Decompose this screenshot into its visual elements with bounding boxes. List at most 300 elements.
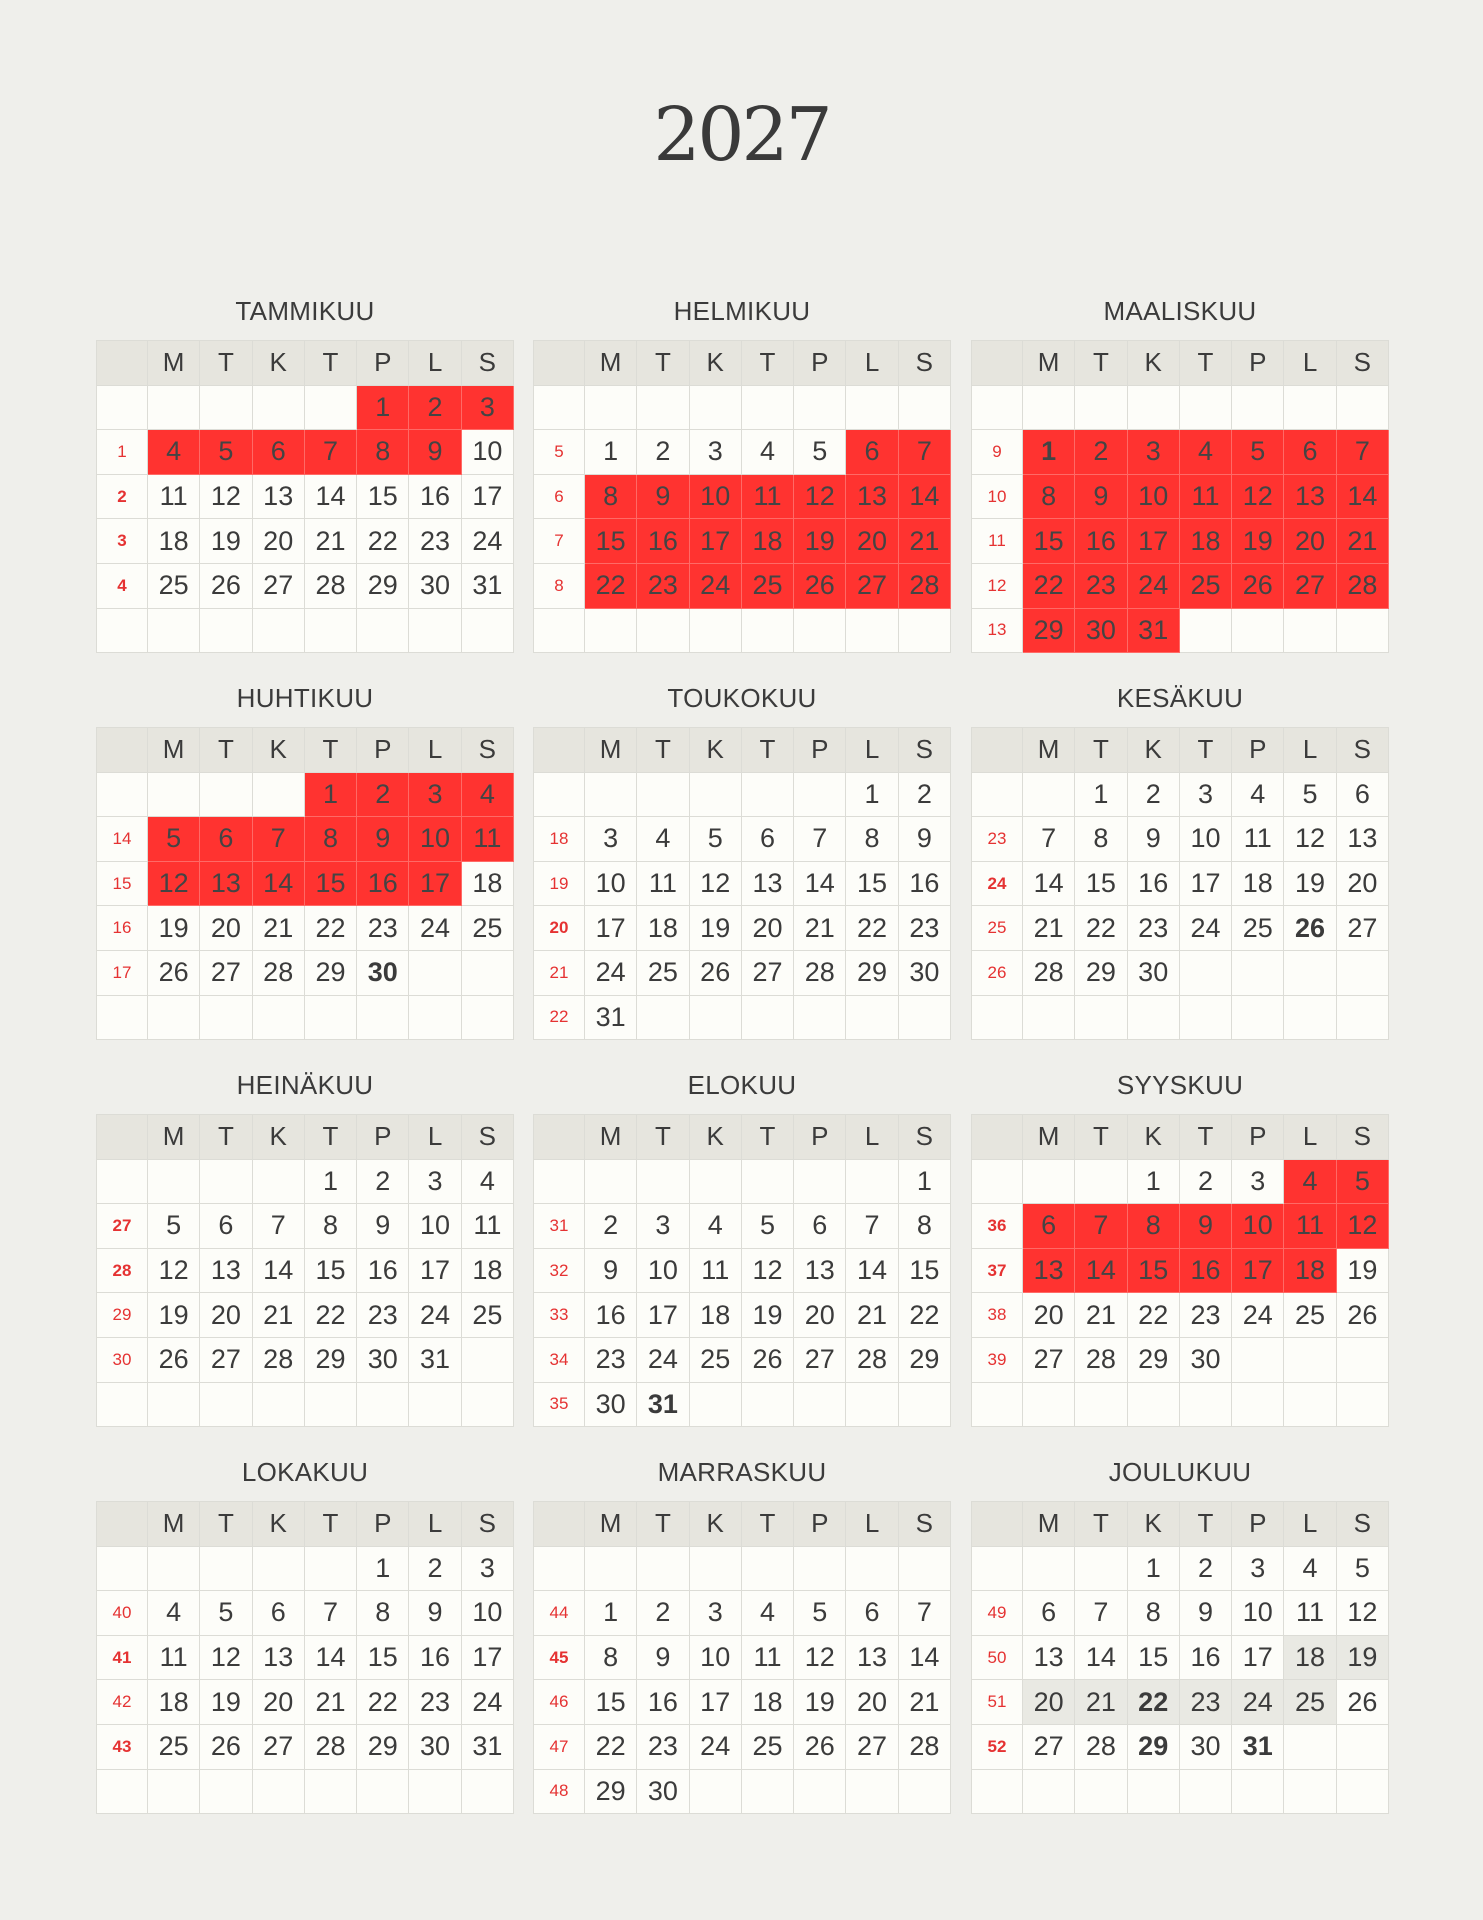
day-cell: 15	[1127, 1248, 1179, 1293]
month-name: TAMMIKUU	[235, 296, 375, 326]
empty-day-cell	[1336, 1769, 1388, 1814]
weekday-header: S	[898, 1502, 950, 1547]
day-cell: 10	[461, 430, 513, 475]
week-number: 24	[972, 861, 1023, 906]
day-cell: 30	[1179, 1337, 1231, 1382]
week-row	[97, 906, 514, 951]
day-cell: 12	[148, 861, 200, 906]
day-cell: 30	[409, 563, 461, 608]
empty-day-cell	[357, 1382, 409, 1427]
empty-day-cell	[1179, 995, 1231, 1040]
week-number: 42	[97, 1680, 148, 1725]
empty-day-cell	[741, 608, 793, 653]
weekday-header: T	[741, 728, 793, 773]
empty-day-cell	[200, 1769, 252, 1814]
day-cell: 9	[1179, 1204, 1231, 1249]
day-cell: 31	[461, 1724, 513, 1769]
empty-day-cell	[148, 1769, 200, 1814]
week-row	[534, 563, 951, 608]
day-cell: 19	[794, 519, 846, 564]
day-cell: 8	[1075, 817, 1127, 862]
day-cell: 2	[357, 772, 409, 817]
day-cell: 17	[689, 519, 741, 564]
day-cell: 7	[252, 1204, 304, 1249]
day-cell: 11	[741, 474, 793, 519]
month-calendar	[971, 1064, 1389, 1427]
month-calendar	[96, 677, 514, 1040]
day-cell: 6	[846, 1591, 898, 1636]
empty-day-cell	[585, 385, 637, 430]
day-cell: 31	[637, 1382, 689, 1427]
month-name: MARRASKUU	[657, 1457, 827, 1487]
week-row	[534, 1293, 951, 1338]
empty-day-cell	[898, 1382, 950, 1427]
day-cell: 5	[200, 430, 252, 475]
empty-day-cell	[1336, 1337, 1388, 1382]
weekday-header: T	[741, 341, 793, 386]
empty-day-cell	[461, 1382, 513, 1427]
week-number: 46	[534, 1680, 585, 1725]
weekday-header: T	[1179, 341, 1231, 386]
week-row	[534, 861, 951, 906]
day-cell: 19	[1232, 519, 1284, 564]
empty-day-cell	[1232, 385, 1284, 430]
day-cell: 28	[1075, 1337, 1127, 1382]
day-cell: 20	[1023, 1680, 1075, 1725]
day-cell: 28	[1023, 950, 1075, 995]
empty-day-cell	[1232, 1382, 1284, 1427]
week-number	[97, 608, 148, 653]
day-cell: 19	[200, 519, 252, 564]
empty-day-cell	[1127, 1382, 1179, 1427]
day-cell: 25	[148, 1724, 200, 1769]
empty-day-cell	[585, 1546, 637, 1591]
day-cell: 18	[741, 1680, 793, 1725]
empty-day-cell	[200, 608, 252, 653]
day-cell: 28	[304, 1724, 356, 1769]
empty-day-cell	[741, 995, 793, 1040]
day-cell: 5	[148, 817, 200, 862]
day-cell: 13	[1023, 1635, 1075, 1680]
day-cell: 5	[200, 1591, 252, 1636]
day-cell: 10	[585, 861, 637, 906]
week-row	[534, 1204, 951, 1249]
week-number: 28	[97, 1248, 148, 1293]
day-cell: 19	[1336, 1248, 1388, 1293]
week-number	[97, 385, 148, 430]
week-row	[97, 1680, 514, 1725]
day-cell: 9	[1075, 474, 1127, 519]
empty-day-cell	[461, 608, 513, 653]
month-table	[533, 1114, 951, 1427]
month-table	[971, 1114, 1389, 1427]
weekday-header: M	[148, 728, 200, 773]
day-cell: 15	[585, 1680, 637, 1725]
weekday-header: T	[200, 1502, 252, 1547]
empty-day-cell	[846, 1769, 898, 1814]
day-cell: 29	[846, 950, 898, 995]
day-cell: 4	[461, 1159, 513, 1204]
empty-day-cell	[200, 1159, 252, 1204]
weekday-header: T	[1075, 1502, 1127, 1547]
day-cell: 1	[585, 1591, 637, 1636]
day-cell: 2	[1075, 430, 1127, 475]
week-number	[97, 1159, 148, 1204]
day-cell: 8	[304, 1204, 356, 1249]
empty-day-cell	[461, 1337, 513, 1382]
empty-day-cell	[898, 385, 950, 430]
day-cell: 16	[585, 1293, 637, 1338]
month-table	[96, 727, 514, 1040]
day-cell: 10	[1179, 817, 1231, 862]
day-cell: 3	[637, 1204, 689, 1249]
day-cell: 17	[461, 1635, 513, 1680]
week-number	[534, 772, 585, 817]
week-number-header	[97, 1502, 148, 1547]
empty-day-cell	[1284, 1337, 1336, 1382]
day-cell: 26	[1284, 906, 1336, 951]
weekday-header: L	[1284, 1502, 1336, 1547]
day-cell: 11	[461, 1204, 513, 1249]
day-cell: 13	[252, 1635, 304, 1680]
weekday-header: T	[1179, 728, 1231, 773]
week-number	[972, 1769, 1023, 1814]
day-cell: 11	[148, 1635, 200, 1680]
weekday-header: M	[1023, 1502, 1075, 1547]
day-cell: 2	[1127, 772, 1179, 817]
day-cell: 4	[1284, 1159, 1336, 1204]
week-row	[972, 1680, 1389, 1725]
weekday-header-row	[97, 728, 514, 773]
week-number-header	[972, 728, 1023, 773]
weekday-header: K	[252, 1115, 304, 1160]
weekday-header: S	[1336, 1115, 1388, 1160]
empty-day-cell	[148, 608, 200, 653]
day-cell: 3	[689, 430, 741, 475]
empty-day-cell	[461, 995, 513, 1040]
day-cell: 29	[1127, 1724, 1179, 1769]
day-cell: 25	[637, 950, 689, 995]
day-cell: 23	[898, 906, 950, 951]
day-cell: 9	[409, 1591, 461, 1636]
empty-day-cell	[1023, 385, 1075, 430]
day-cell: 16	[1127, 861, 1179, 906]
day-cell: 25	[689, 1337, 741, 1382]
day-cell: 25	[148, 563, 200, 608]
day-cell: 23	[637, 1724, 689, 1769]
day-cell: 18	[148, 1680, 200, 1725]
day-cell: 22	[898, 1293, 950, 1338]
weekday-header-row	[534, 1502, 951, 1547]
empty-day-cell	[689, 772, 741, 817]
week-number: 5	[534, 430, 585, 475]
weekday-header-row	[534, 1115, 951, 1160]
day-cell: 6	[200, 817, 252, 862]
weekday-header: K	[689, 1502, 741, 1547]
empty-day-cell	[689, 608, 741, 653]
empty-day-cell	[1075, 1769, 1127, 1814]
day-cell: 14	[1023, 861, 1075, 906]
day-cell: 25	[1232, 906, 1284, 951]
week-number-header	[97, 728, 148, 773]
day-cell: 26	[148, 1337, 200, 1382]
day-cell: 14	[1075, 1248, 1127, 1293]
day-cell: 6	[1023, 1204, 1075, 1249]
day-cell: 7	[1023, 817, 1075, 862]
week-number	[972, 385, 1023, 430]
empty-day-cell	[585, 772, 637, 817]
day-cell: 7	[898, 430, 950, 475]
week-row	[534, 950, 951, 995]
empty-day-cell	[1284, 385, 1336, 430]
empty-day-cell	[1232, 995, 1284, 1040]
day-cell: 2	[409, 1546, 461, 1591]
day-cell: 26	[1336, 1680, 1388, 1725]
empty-day-cell	[1023, 1769, 1075, 1814]
day-cell: 5	[741, 1204, 793, 1249]
day-cell: 15	[357, 1635, 409, 1680]
day-cell: 11	[148, 474, 200, 519]
weekday-header: L	[846, 341, 898, 386]
day-cell: 5	[1336, 1159, 1388, 1204]
weekday-header: S	[898, 728, 950, 773]
weekday-header: M	[148, 341, 200, 386]
weekday-header: T	[200, 728, 252, 773]
week-row	[97, 563, 514, 608]
month-name: HUHTIKUU	[236, 683, 374, 713]
week-row	[972, 385, 1389, 430]
day-cell: 10	[409, 817, 461, 862]
day-cell: 13	[200, 861, 252, 906]
empty-day-cell	[148, 385, 200, 430]
weekday-header: P	[794, 341, 846, 386]
weekday-header: L	[409, 341, 461, 386]
weekday-header: M	[585, 1502, 637, 1547]
day-cell: 14	[1336, 474, 1388, 519]
empty-day-cell	[200, 1382, 252, 1427]
day-cell: 16	[1179, 1635, 1231, 1680]
week-row	[97, 474, 514, 519]
day-cell: 16	[1075, 519, 1127, 564]
weekday-header: P	[794, 728, 846, 773]
day-cell: 21	[1336, 519, 1388, 564]
day-cell: 5	[1336, 1546, 1388, 1591]
weekday-header: P	[794, 1115, 846, 1160]
day-cell: 23	[1127, 906, 1179, 951]
weekday-header: K	[252, 341, 304, 386]
day-cell: 11	[637, 861, 689, 906]
weekday-header: K	[1127, 1115, 1179, 1160]
month-table	[96, 1501, 514, 1814]
weekday-header: M	[1023, 1115, 1075, 1160]
weekday-header: M	[585, 1115, 637, 1160]
day-cell: 24	[637, 1337, 689, 1382]
day-cell: 27	[200, 1337, 252, 1382]
day-cell: 21	[1075, 1293, 1127, 1338]
empty-day-cell	[1127, 1769, 1179, 1814]
weekday-header: K	[1127, 728, 1179, 773]
empty-day-cell	[846, 1382, 898, 1427]
week-row	[972, 772, 1389, 817]
empty-day-cell	[846, 995, 898, 1040]
day-cell: 7	[1075, 1204, 1127, 1249]
empty-day-cell	[1284, 995, 1336, 1040]
week-row	[97, 950, 514, 995]
week-row	[972, 1159, 1389, 1204]
day-cell: 6	[1284, 430, 1336, 475]
day-cell: 31	[585, 995, 637, 1040]
empty-day-cell	[1179, 1769, 1231, 1814]
week-row	[972, 1635, 1389, 1680]
weekday-header: K	[1127, 1502, 1179, 1547]
day-cell: 24	[1232, 1293, 1284, 1338]
day-cell: 16	[357, 861, 409, 906]
day-cell: 27	[252, 563, 304, 608]
day-cell: 25	[461, 1293, 513, 1338]
empty-day-cell	[304, 1546, 356, 1591]
day-cell: 14	[846, 1248, 898, 1293]
day-cell: 28	[898, 563, 950, 608]
day-cell: 15	[357, 474, 409, 519]
day-cell: 13	[846, 1635, 898, 1680]
day-cell: 23	[1075, 563, 1127, 608]
day-cell: 18	[461, 861, 513, 906]
day-cell: 1	[304, 772, 356, 817]
week-number: 36	[972, 1204, 1023, 1249]
day-cell: 21	[304, 519, 356, 564]
day-cell: 11	[689, 1248, 741, 1293]
day-cell: 13	[846, 474, 898, 519]
day-cell: 25	[1284, 1293, 1336, 1338]
day-cell: 16	[637, 519, 689, 564]
day-cell: 7	[252, 817, 304, 862]
week-row	[972, 1769, 1389, 1814]
day-cell: 1	[585, 430, 637, 475]
day-cell: 20	[741, 906, 793, 951]
day-cell: 24	[461, 519, 513, 564]
week-row	[534, 1337, 951, 1382]
day-cell: 25	[1179, 563, 1231, 608]
week-number: 6	[534, 474, 585, 519]
day-cell: 6	[794, 1204, 846, 1249]
week-number: 13	[972, 608, 1023, 653]
week-row	[97, 1635, 514, 1680]
day-cell: 5	[794, 430, 846, 475]
week-number-header	[534, 728, 585, 773]
day-cell: 28	[1075, 1724, 1127, 1769]
month-name: KESÄKUU	[1116, 683, 1244, 713]
weekday-header: T	[1179, 1115, 1231, 1160]
weekday-header-row	[972, 728, 1389, 773]
empty-day-cell	[357, 608, 409, 653]
empty-day-cell	[794, 385, 846, 430]
empty-day-cell	[637, 995, 689, 1040]
week-number: 45	[534, 1635, 585, 1680]
week-row	[97, 817, 514, 862]
week-number: 37	[972, 1248, 1023, 1293]
day-cell: 8	[1023, 474, 1075, 519]
week-row	[972, 608, 1389, 653]
empty-day-cell	[200, 995, 252, 1040]
week-row	[97, 430, 514, 475]
month-name: SYYSKUU	[1116, 1070, 1244, 1100]
day-cell: 8	[357, 1591, 409, 1636]
day-cell: 14	[304, 474, 356, 519]
day-cell: 24	[409, 906, 461, 951]
day-cell: 3	[689, 1591, 741, 1636]
empty-day-cell	[585, 608, 637, 653]
month-table	[96, 340, 514, 653]
day-cell: 12	[1232, 474, 1284, 519]
week-number: 16	[97, 906, 148, 951]
day-cell: 21	[846, 1293, 898, 1338]
empty-day-cell	[898, 1546, 950, 1591]
week-number-header	[534, 341, 585, 386]
day-cell: 1	[1127, 1159, 1179, 1204]
week-row	[97, 1769, 514, 1814]
day-cell: 27	[741, 950, 793, 995]
empty-day-cell	[304, 1382, 356, 1427]
empty-day-cell	[200, 385, 252, 430]
day-cell: 22	[304, 906, 356, 951]
empty-day-cell	[252, 1546, 304, 1591]
day-cell: 30	[898, 950, 950, 995]
day-cell: 2	[637, 430, 689, 475]
day-cell: 17	[1232, 1635, 1284, 1680]
day-cell: 2	[1179, 1159, 1231, 1204]
weekday-header: T	[741, 1502, 793, 1547]
weekday-header: P	[1232, 341, 1284, 386]
empty-day-cell	[409, 1382, 461, 1427]
week-number: 14	[97, 817, 148, 862]
day-cell: 15	[304, 1248, 356, 1293]
day-cell: 31	[1232, 1724, 1284, 1769]
weekday-header: M	[148, 1115, 200, 1160]
day-cell: 28	[1336, 563, 1388, 608]
day-cell: 6	[1023, 1591, 1075, 1636]
day-cell: 9	[585, 1248, 637, 1293]
empty-day-cell	[1284, 1724, 1336, 1769]
day-cell: 24	[689, 1724, 741, 1769]
week-number: 34	[534, 1337, 585, 1382]
weekday-header: P	[357, 1502, 409, 1547]
day-cell: 7	[846, 1204, 898, 1249]
day-cell: 26	[689, 950, 741, 995]
empty-day-cell	[409, 1769, 461, 1814]
day-cell: 29	[357, 563, 409, 608]
week-number: 35	[534, 1382, 585, 1427]
weekday-header: T	[1179, 1502, 1231, 1547]
empty-day-cell	[357, 1769, 409, 1814]
week-number: 18	[534, 817, 585, 862]
week-number	[97, 1546, 148, 1591]
weekday-header-row	[972, 1115, 1389, 1160]
month-calendar	[533, 290, 951, 653]
empty-day-cell	[252, 385, 304, 430]
day-cell: 6	[252, 1591, 304, 1636]
weekday-header-row	[972, 1502, 1389, 1547]
empty-day-cell	[357, 995, 409, 1040]
empty-day-cell	[148, 1546, 200, 1591]
weekday-header: M	[585, 728, 637, 773]
day-cell: 8	[1127, 1591, 1179, 1636]
weekday-header: S	[461, 341, 513, 386]
weekday-header: T	[1075, 728, 1127, 773]
weekday-header: T	[1075, 341, 1127, 386]
day-cell: 31	[461, 563, 513, 608]
day-cell: 29	[1127, 1337, 1179, 1382]
day-cell: 10	[1127, 474, 1179, 519]
